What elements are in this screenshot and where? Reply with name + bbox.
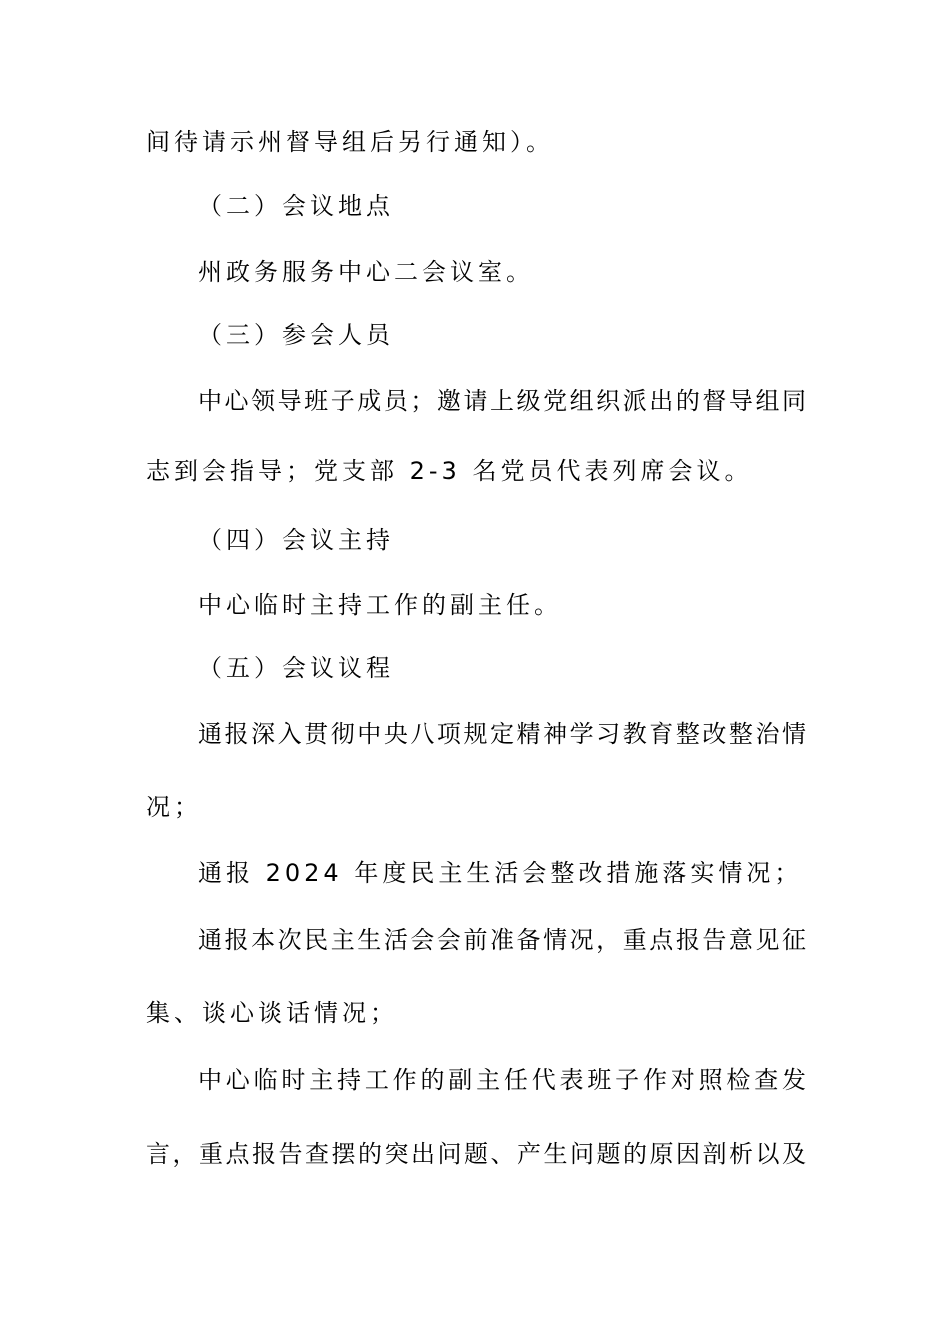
- section-heading-attendees: （三）参会人员: [198, 321, 394, 349]
- paragraph-line: 言，重点报告查摆的突出问题、产生问题的原因剖析以及: [146, 1140, 806, 1168]
- paragraph-line: 中心临时主持工作的副主任。: [198, 591, 562, 619]
- paragraph-line: 通报 2024 年度民主生活会整改措施落实情况；: [198, 859, 803, 887]
- paragraph-line: 中心临时主持工作的副主任代表班子作对照检查发: [198, 1066, 806, 1094]
- section-heading-location: （二）会议地点: [198, 192, 394, 220]
- paragraph-line: 况；: [146, 793, 202, 821]
- paragraph-line: 州政务服务中心二会议室。: [198, 258, 534, 286]
- paragraph-line: 志到会指导；党支部 2-3 名党员代表列席会议。: [146, 457, 753, 485]
- paragraph-line: 间待请示州督导组后另行通知）。: [146, 128, 554, 156]
- paragraph-line: 集、谈心谈话情况；: [146, 999, 398, 1027]
- section-heading-host: （四）会议主持: [198, 526, 394, 554]
- paragraph-line: 中心领导班子成员；邀请上级党组织派出的督导组同: [198, 387, 806, 415]
- paragraph-line: 通报深入贯彻中央八项规定精神学习教育整改整治情: [198, 720, 806, 748]
- section-heading-agenda: （五）会议议程: [198, 654, 394, 682]
- paragraph-line: 通报本次民主生活会会前准备情况，重点报告意见征: [198, 926, 806, 954]
